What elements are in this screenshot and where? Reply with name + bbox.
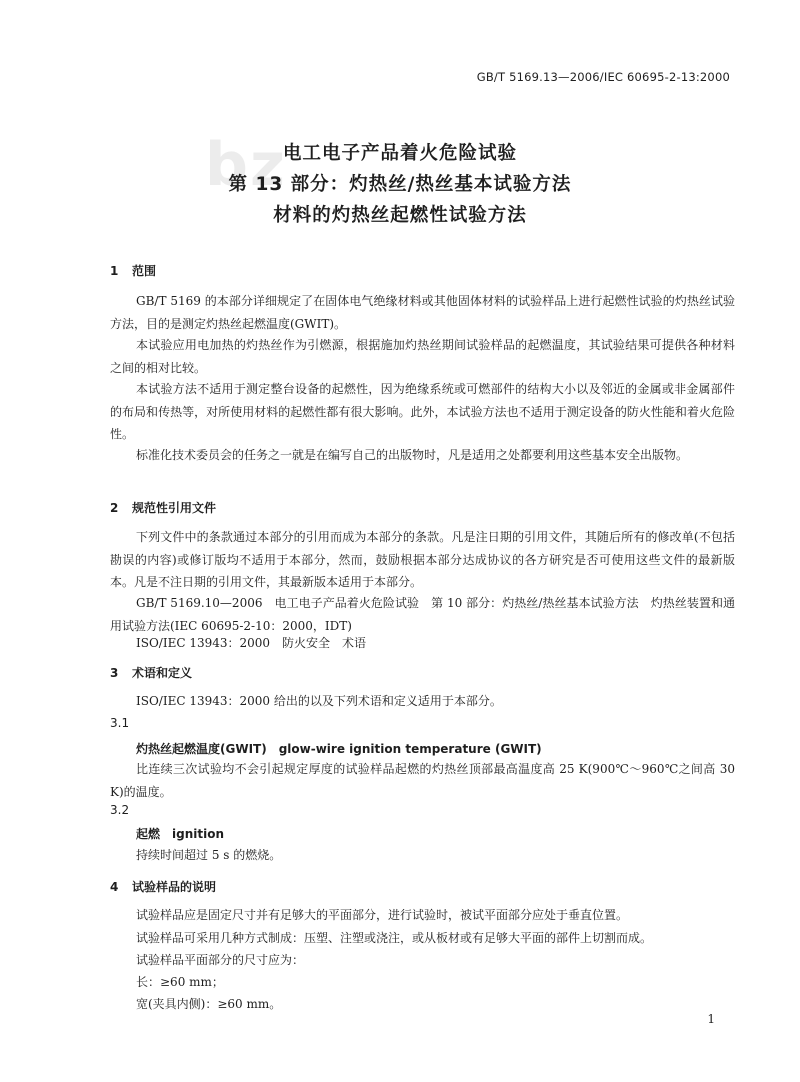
section-4-width-spec: 宽(夹具内侧)：≥60 mm。	[136, 997, 282, 1011]
watermark: bz	[205, 130, 287, 200]
section-title: 试验样品的说明	[132, 880, 217, 894]
definition-glow-wire-ignition-temperature: 比连续三次试验均不会引起规定厚度的试验样品起燃的灼热丝顶部最高温度高 25 K(900℃～960℃之间高 30 K)的温度。	[110, 762, 735, 799]
section-title: 范围	[132, 264, 157, 278]
term-ignition: 起燃 ignition	[136, 827, 224, 841]
section-number: 3	[110, 666, 119, 680]
section-number: 4	[110, 880, 119, 894]
term-glow-wire-ignition-temperature: 灼热丝起燃温度(GWIT) glow-wire ignition temperature (GWIT)	[136, 742, 542, 756]
standard-code: GB/T 5169.13—2006/IEC 60695-2-13:2000	[476, 70, 730, 84]
clause-3-1-number: 3.1	[110, 716, 130, 730]
section-4-heading	[110, 878, 216, 895]
normative-reference-2: ISO/IEC 13943：2000 防火安全 术语	[136, 636, 367, 650]
section-1-paragraph-3: 本试验方法不适用于测定整台设备的起燃性，因为绝缘系统或可燃部件的结构大小以及邻近的金属或非金属部件的布局和传热等，对所使用材料的起燃性都有很大影响。此外，本试验方法也不适用于测定设备的防火性能和着火危险性。	[110, 382, 735, 441]
section-title: 术语和定义	[132, 666, 193, 680]
document-title-line-1: 电工电子产品着火危险试验	[282, 143, 517, 164]
section-number: 2	[110, 501, 119, 515]
section-4-paragraph-1: 试验样品应是固定尺寸并有足够大的平面部分，进行试验时，被试平面部分应处于垂直位置。	[136, 908, 629, 922]
document-title-line-2: 第 13 部分：灼热丝/热丝基本试验方法	[228, 174, 572, 195]
section-title: 规范性引用文件	[132, 501, 217, 515]
section-3-paragraph-1: ISO/IEC 13943：2000 给出的以及下列术语和定义适用于本部分。	[136, 694, 502, 708]
section-4-paragraph-2: 试验样品可采用几种方式制成：压塑、注塑或浇注，或从板材或有足够大平面的部件上切割而成。	[136, 931, 653, 945]
section-2-heading	[110, 499, 216, 516]
section-number: 1	[110, 264, 119, 278]
section-1-paragraph-4: 标准化技术委员会的任务之一就是在编写自己的出版物时，凡是适用之处都要利用这些基本安全出版物。	[136, 448, 689, 462]
normative-reference-1: GB/T 5169.10—2006 电工电子产品着火危险试验 第 10 部分：灼热丝/热丝基本试验方法 灼热丝装置和通用试验方法(IEC 60695-2-10：2000，IDT)	[110, 596, 735, 633]
page-number: 1	[707, 1012, 715, 1026]
section-1-heading	[110, 262, 156, 279]
section-4-paragraph-3: 试验样品平面部分的尺寸应为：	[136, 953, 305, 967]
definition-ignition: 持续时间超过 5 s 的燃烧。	[136, 848, 282, 862]
document-title-line-3: 材料的灼热丝起燃性试验方法	[273, 205, 527, 226]
section-3-heading	[110, 664, 192, 681]
section-1-paragraph-2: 本试验应用电加热的灼热丝作为引燃源，根据施加灼热丝期间试验样品的起燃温度，其试验结果可提供各种材料之间的相对比较。	[110, 338, 735, 375]
clause-3-2-number: 3.2	[110, 803, 130, 817]
section-1-paragraph-1: GB/T 5169 的本部分详细规定了在固体电气绝缘材料或其他固体材料的试验样品上进行起燃性试验的灼热丝试验方法，目的是测定灼热丝起燃温度(GWIT)。	[110, 294, 735, 331]
section-4-length-spec: 长：≥60 mm；	[136, 975, 224, 989]
section-2-paragraph-1: 下列文件中的条款通过本部分的引用而成为本部分的条款。凡是注日期的引用文件，其随后所有的修改单(不包括勘误的内容)或修订版均不适用于本部分，然而，鼓励根据本部分达成协议的各方研究是否可使用这些文件的最新版本。凡是不注日期的引用文件，其最新版本适用于本部分。	[110, 530, 735, 589]
